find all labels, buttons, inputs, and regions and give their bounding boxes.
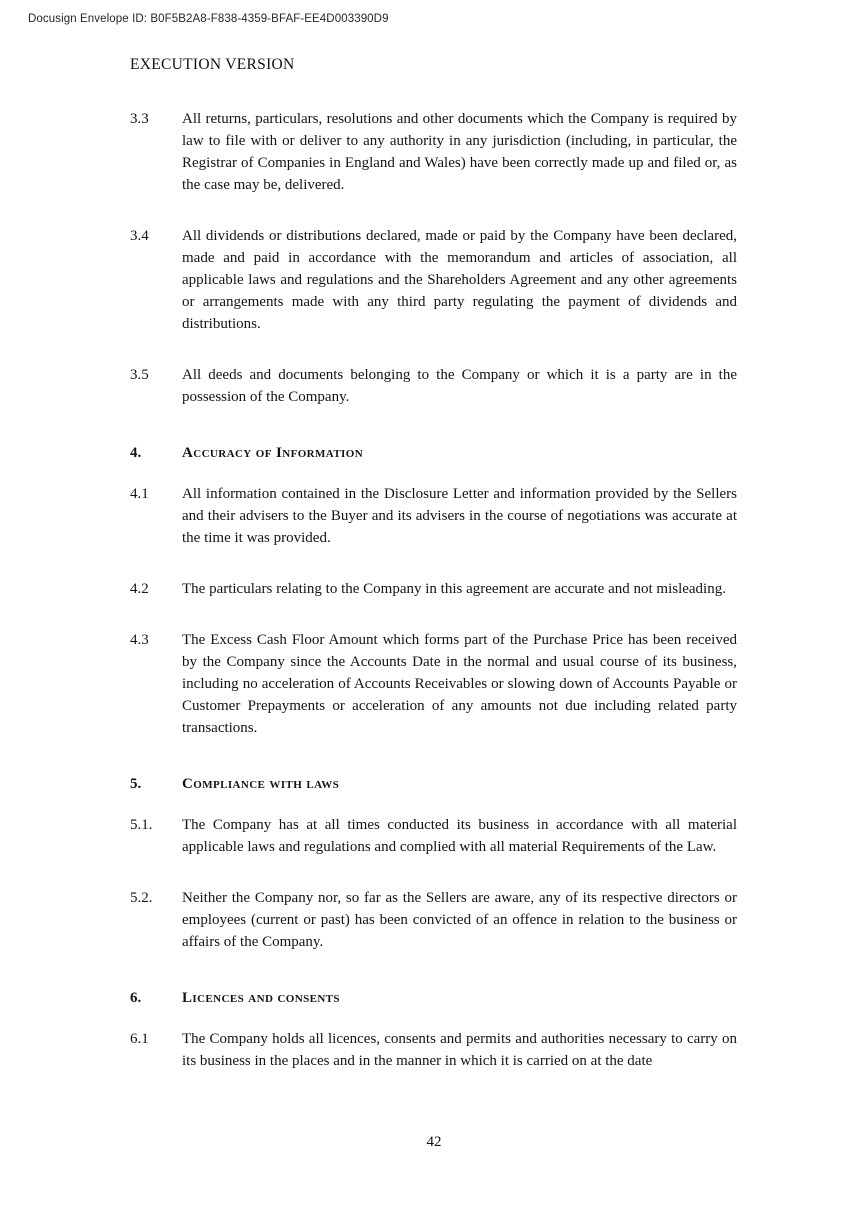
section-4-3 <box>130 629 737 739</box>
section-5 <box>130 773 737 795</box>
section-3-5 <box>130 364 737 408</box>
clause-number: 5. <box>130 776 142 792</box>
clause-number: 5.1. <box>130 817 153 833</box>
clause-text: Compliance with laws <box>182 776 340 792</box>
clause-number: 3.4 <box>130 228 149 244</box>
section-3-3 <box>130 108 737 196</box>
clause-text: Licences and consents <box>182 990 340 1006</box>
clause-text: Neither the Company nor, so far as the Sellers are aware, any of its respective directors or employees (current or past) has been convicted of an offence in relation to the business or affairs of the Company. <box>182 890 737 950</box>
clause-text: The Company has at all times conducted its business in accordance with all material applicable laws and regulations and complied with all material Requirements of the Law. <box>182 817 737 855</box>
clause-number: 6.1 <box>130 1031 149 1047</box>
clause-text: The particulars relating to the Company in this agreement are accurate and not misleading. <box>182 581 726 597</box>
section-4-1 <box>130 483 737 549</box>
clause-text: All information contained in the Disclosure Letter and information provided by the Sellers and their advisers to the Buyer and its advisers in the course of negotiations was accurate at the time it was provided. <box>182 486 737 546</box>
clause-number: 4.3 <box>130 632 149 648</box>
clause-number: 4.1 <box>130 486 149 502</box>
clause-number: 4.2 <box>130 581 149 597</box>
clause-number: 3.3 <box>130 111 149 127</box>
section-6-1 <box>130 1028 737 1072</box>
clause-text: All returns, particulars, resolutions and other documents which the Company is required by law to file with or deliver to any authority in any jurisdiction (including, in particular, the Registrar of Companies in England and Wales) have been correctly made up and filed or, as the case may be, delivered. <box>182 111 737 193</box>
section-3-4 <box>130 225 737 335</box>
clause-number: 5.2. <box>130 890 153 906</box>
section-5-1 <box>130 814 737 858</box>
section-4-2 <box>130 578 737 600</box>
clause-text: Accuracy of Information <box>182 445 364 461</box>
clause-text: All deeds and documents belonging to the Company or which it is a party are in the possession of the Company. <box>182 367 737 405</box>
section-6 <box>130 987 737 1009</box>
clause-number: 4. <box>130 445 142 461</box>
section-4 <box>130 442 737 464</box>
clause-text: The Excess Cash Floor Amount which forms part of the Purchase Price has been received by the Company since the Accounts Date in the normal and usual course of its business, including no acceleration of Accounts Receivables or slowing down of Accounts Payable or Customer Prepayments or acceleration of any amounts not due including related party transactions. <box>182 632 737 736</box>
clause-text: All dividends or distributions declared, made or paid by the Company have been declared, made and paid in accordance with the memorandum and articles of association, all applicable laws and regulations and the Shareholders Agreement and any other agreements or arrangements made with any third party regulating the payment of dividends and distributions. <box>182 228 737 332</box>
document-body <box>130 108 737 1072</box>
clause-number: 6. <box>130 990 142 1006</box>
clause-text: The Company holds all licences, consents and permits and authorities necessary to carry on its business in the places and in the manner in which it is carried on at the date <box>182 1031 737 1069</box>
clause-number: 3.5 <box>130 367 149 383</box>
docusign-envelope-id: Docusign Envelope ID: B0F5B2A8-F838-4359-BFAF-EE4D003390D9 <box>28 13 389 25</box>
execution-version-label: EXECUTION VERSION <box>130 56 295 73</box>
section-5-2 <box>130 887 737 953</box>
page-number: 42 <box>426 1134 442 1150</box>
